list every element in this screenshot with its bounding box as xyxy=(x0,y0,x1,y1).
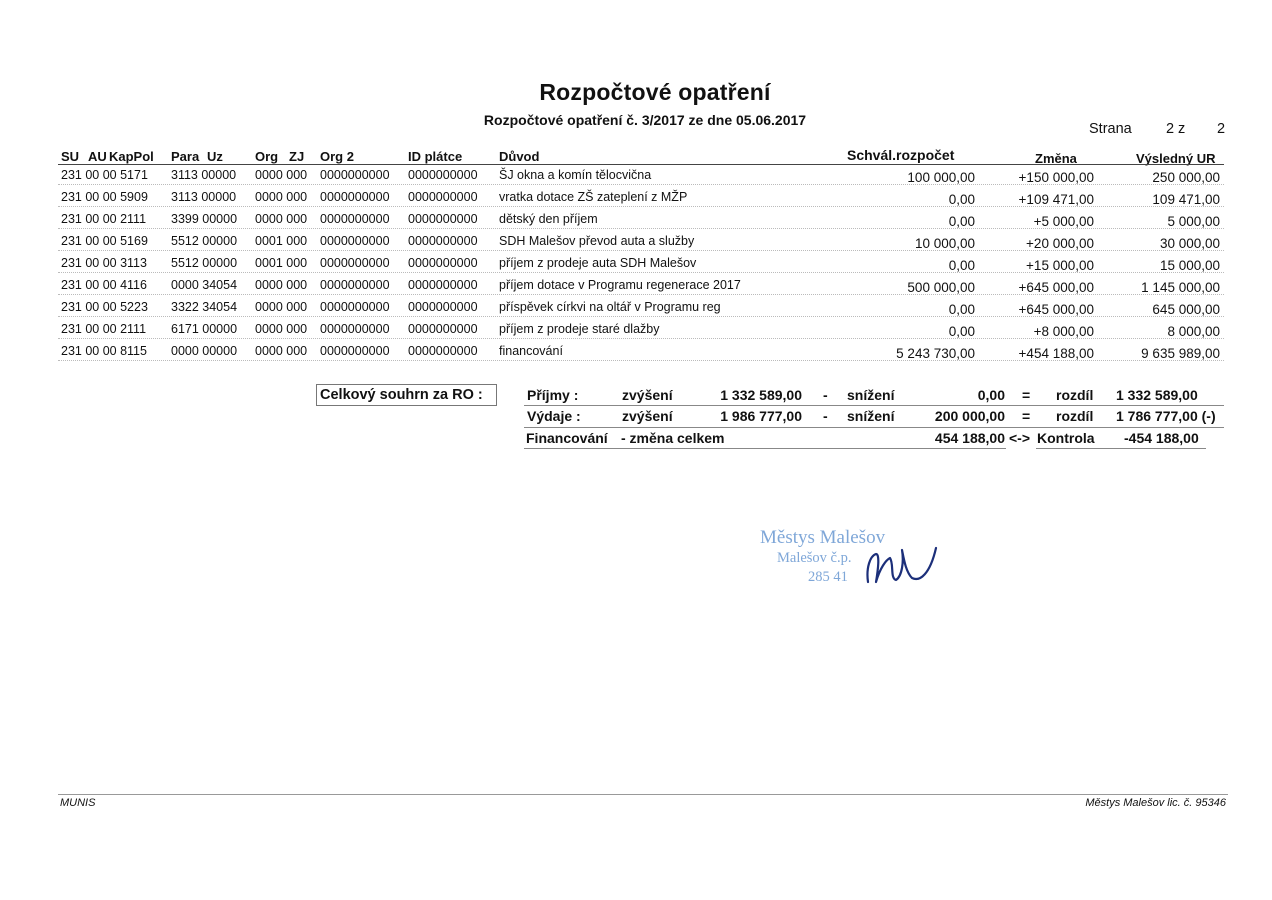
header-divider xyxy=(58,164,1224,165)
header-org2: Org 2 xyxy=(320,149,354,164)
cell-org2: 0000000000 xyxy=(320,278,390,292)
cell-zmena: +454 188,00 xyxy=(1018,346,1094,361)
cell-para-uz: 5512 00000 xyxy=(171,234,238,248)
table-row xyxy=(0,343,1272,365)
cell-vysledny: 8 000,00 xyxy=(1167,324,1220,339)
cell-zmena: +645 000,00 xyxy=(1018,302,1094,317)
stamp-line-2: Malešov č.p. xyxy=(777,550,852,566)
header-org: Org xyxy=(255,149,279,164)
cell-para-uz: 3113 00000 xyxy=(171,190,237,204)
document-title: Rozpočtové opatření xyxy=(539,79,771,105)
document-subtitle: Rozpočtové opatření č. 3/2017 ze dne 05.06.2017 xyxy=(483,112,807,128)
summary-line-2 xyxy=(524,427,1224,428)
row-divider xyxy=(58,360,1224,361)
page-total: 2 xyxy=(1217,121,1226,137)
cell-vysledny: 109 471,00 xyxy=(1152,192,1220,207)
cell-code: 231 00 00 4116 xyxy=(61,278,147,292)
financovani-value: 454 188,00 xyxy=(934,430,1005,446)
page-current: 2 xyxy=(1166,121,1175,137)
page-label: Strana xyxy=(1089,121,1132,137)
cell-vysledny: 645 000,00 xyxy=(1152,302,1220,317)
prijmy-rozdil-label: rozdíl xyxy=(1056,387,1094,403)
kontrola-value: -454 188,00 xyxy=(1124,430,1199,446)
header-para: Para xyxy=(171,149,200,164)
row-divider xyxy=(58,206,1224,207)
cell-org-zj: 0000 000 xyxy=(255,212,308,226)
financovani-label: Financování xyxy=(526,430,608,446)
table-row xyxy=(0,167,1272,189)
prijmy-snizeni-label: snížení xyxy=(847,387,895,403)
prijmy-label: Příjmy : xyxy=(527,387,579,403)
header-su: SU xyxy=(61,149,80,164)
cell-zmena: +5 000,00 xyxy=(1033,214,1094,229)
row-divider xyxy=(58,294,1224,295)
vydaje-label: Výdaje : xyxy=(527,408,581,424)
cell-duvod: ŠJ okna a komín tělocvična xyxy=(499,168,652,182)
cell-id-platce: 0000000000 xyxy=(408,234,478,248)
footer-right: Městys Malešov lic. č. 95346 xyxy=(1085,797,1226,809)
cell-id-platce: 0000000000 xyxy=(408,300,478,314)
row-divider xyxy=(58,184,1224,185)
cell-zmena: +645 000,00 xyxy=(1018,280,1094,295)
cell-zmena: +150 000,00 xyxy=(1018,170,1094,185)
cell-zmena: +109 471,00 xyxy=(1018,192,1094,207)
cell-schvaleny: 5 243 730,00 xyxy=(896,346,975,361)
row-divider xyxy=(58,250,1224,251)
cell-schvaleny: 10 000,00 xyxy=(914,236,975,251)
prijmy-dash: - xyxy=(823,387,828,403)
signature xyxy=(860,538,950,594)
cell-org2: 0000000000 xyxy=(320,300,390,314)
cell-zmena: +20 000,00 xyxy=(1026,236,1094,251)
header-schvaleny: Schvál.rozpočet xyxy=(847,147,955,163)
cell-vysledny: 15 000,00 xyxy=(1159,258,1220,273)
vydaje-snizeni-label: snížení xyxy=(847,408,895,424)
cell-id-platce: 0000000000 xyxy=(408,190,478,204)
financovani-zmena-label: - změna celkem xyxy=(621,430,725,446)
prijmy-rozdil: 1 332 589,00 xyxy=(1116,387,1198,403)
cell-vysledny: 9 635 989,00 xyxy=(1141,346,1220,361)
summary-box-label: Celkový souhrn za RO : xyxy=(316,384,497,406)
summary-line-3a xyxy=(524,448,1006,449)
cell-duvod: příjem z prodeje auta SDH Malešov xyxy=(499,256,697,270)
cell-org-zj: 0000 000 xyxy=(255,322,308,336)
cell-org2: 0000000000 xyxy=(320,256,390,270)
row-divider xyxy=(58,316,1224,317)
cell-vysledny: 30 000,00 xyxy=(1159,236,1220,251)
prijmy-zvyseni: 1 332 589,00 xyxy=(720,387,802,403)
cell-vysledny: 5 000,00 xyxy=(1167,214,1220,229)
cell-schvaleny: 0,00 xyxy=(948,214,975,229)
cell-org-zj: 0000 000 xyxy=(255,300,308,314)
cell-duvod: příspěvek církvi na oltář v Programu reg xyxy=(499,300,721,314)
cell-schvaleny: 500 000,00 xyxy=(907,280,975,295)
vydaje-snizeni: 200 000,00 xyxy=(934,408,1005,424)
cell-duvod: SDH Malešov převod auta a služby xyxy=(499,234,695,248)
cell-code: 231 00 00 3113 xyxy=(61,256,147,270)
cell-code: 231 00 00 5909 xyxy=(61,190,148,204)
row-divider xyxy=(58,338,1224,339)
table-row xyxy=(0,299,1272,321)
header-uz: Uz xyxy=(207,149,223,164)
cell-para-uz: 0000 00000 xyxy=(171,344,238,358)
vydaje-eq: = xyxy=(1022,408,1031,424)
cell-id-platce: 0000000000 xyxy=(408,322,478,336)
prijmy-zvyseni-label: zvýšení xyxy=(622,387,673,403)
cell-org-zj: 0000 000 xyxy=(255,190,308,204)
cell-para-uz: 3113 00000 xyxy=(171,168,237,182)
cell-duvod: dětský den příjem xyxy=(499,212,598,226)
vydaje-rozdil-label: rozdíl xyxy=(1056,408,1094,424)
cell-schvaleny: 0,00 xyxy=(948,324,975,339)
page-of: z xyxy=(1178,121,1186,137)
cell-vysledny: 1 145 000,00 xyxy=(1141,280,1220,295)
prijmy-snizeni: 0,00 xyxy=(977,387,1005,403)
footer-left: MUNIS xyxy=(60,797,96,809)
cell-org-zj: 0000 000 xyxy=(255,168,308,182)
header-zj: ZJ xyxy=(289,149,305,164)
cell-code: 231 00 00 2111 xyxy=(61,322,147,336)
vydaje-rozdil: 1 786 777,00 (-) xyxy=(1116,408,1216,424)
cell-para-uz: 3322 34054 xyxy=(171,300,238,314)
cell-code: 231 00 00 5171 xyxy=(61,168,148,182)
summary-line-1 xyxy=(524,405,1224,406)
cell-id-platce: 0000000000 xyxy=(408,256,478,270)
cell-code: 231 00 00 5223 xyxy=(61,300,148,314)
vydaje-zvyseni: 1 986 777,00 xyxy=(720,408,802,424)
cell-org2: 0000000000 xyxy=(320,190,390,204)
table-row xyxy=(0,211,1272,233)
cell-id-platce: 0000000000 xyxy=(408,344,478,358)
cell-code: 231 00 00 5169 xyxy=(61,234,148,248)
kontrola-label: Kontrola xyxy=(1037,430,1095,446)
cell-zmena: +15 000,00 xyxy=(1026,258,1094,273)
cell-id-platce: 0000000000 xyxy=(408,212,478,226)
header-kappol: KapPol xyxy=(109,149,154,164)
cell-org-zj: 0001 000 xyxy=(255,234,308,248)
cell-org2: 0000000000 xyxy=(320,168,390,182)
cell-duvod: financování xyxy=(499,344,563,358)
cell-org-zj: 0001 000 xyxy=(255,256,308,270)
table-row xyxy=(0,189,1272,211)
cell-org-zj: 0000 000 xyxy=(255,278,308,292)
cell-schvaleny: 0,00 xyxy=(948,258,975,273)
row-divider xyxy=(58,272,1224,273)
cell-org2: 0000000000 xyxy=(320,344,390,358)
table-row xyxy=(0,321,1272,343)
header-duvod: Důvod xyxy=(499,149,540,164)
prijmy-eq: = xyxy=(1022,387,1031,403)
cell-para-uz: 5512 00000 xyxy=(171,256,238,270)
summary-line-3b xyxy=(1036,448,1206,449)
stamp-line-3: 285 41 xyxy=(808,569,848,585)
cell-zmena: +8 000,00 xyxy=(1033,324,1094,339)
cell-id-platce: 0000000000 xyxy=(408,168,478,182)
cell-schvaleny: 0,00 xyxy=(948,302,975,317)
cell-duvod: vratka dotace ZŠ zateplení z MŽP xyxy=(499,190,688,204)
header-id-platce: ID plátce xyxy=(408,149,463,164)
cell-code: 231 00 00 2111 xyxy=(61,212,147,226)
cell-code: 231 00 00 8115 xyxy=(61,344,147,358)
header-vysledny: Výsledný UR xyxy=(1136,151,1216,166)
cell-org2: 0000000000 xyxy=(320,322,390,336)
cell-schvaleny: 0,00 xyxy=(948,192,975,207)
cell-schvaleny: 100 000,00 xyxy=(907,170,975,185)
cell-org2: 0000000000 xyxy=(320,212,390,226)
header-zmena: Změna xyxy=(1035,151,1077,166)
vydaje-zvyseni-label: zvýšení xyxy=(622,408,673,424)
cell-vysledny: 250 000,00 xyxy=(1152,170,1220,185)
cell-para-uz: 3399 00000 xyxy=(171,212,238,226)
financovani-arrow: <-> xyxy=(1009,430,1031,446)
table-row xyxy=(0,255,1272,277)
row-divider xyxy=(58,228,1224,229)
stamp-line-1: Městys Malešov xyxy=(760,527,886,548)
cell-para-uz: 6171 00000 xyxy=(171,322,238,336)
cell-org2: 0000000000 xyxy=(320,234,390,248)
cell-duvod: příjem z prodeje staré dlažby xyxy=(499,322,660,336)
footer-divider xyxy=(58,794,1228,795)
table-row xyxy=(0,233,1272,255)
cell-para-uz: 0000 34054 xyxy=(171,278,238,292)
cell-org-zj: 0000 000 xyxy=(255,344,308,358)
table-row xyxy=(0,277,1272,299)
cell-id-platce: 0000000000 xyxy=(408,278,478,292)
header-au: AU xyxy=(88,149,107,164)
vydaje-dash: - xyxy=(823,408,828,424)
cell-duvod: příjem dotace v Programu regenerace 2017 xyxy=(499,278,741,292)
